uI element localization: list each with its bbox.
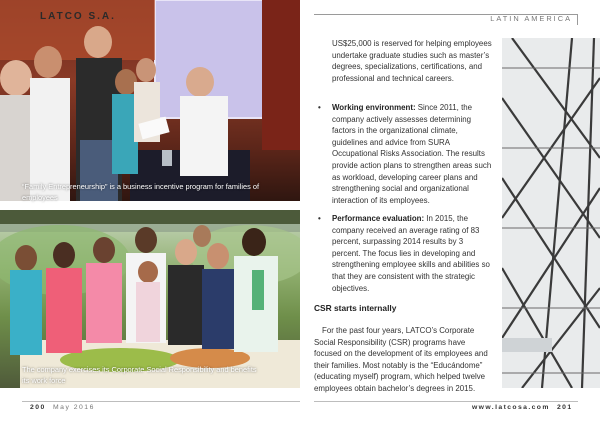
section-tag: LATIN AMERICA — [490, 14, 572, 23]
bullet-body: In 2015, the company received an average rating of 83 percent, surpassing 2014 results by 3 percent. The focus lies in developing and strengthening employee skills and abilities so that they are consistent with the strategic objectives. — [332, 214, 490, 293]
bullet-heading: Performance evaluation: — [332, 214, 425, 223]
bullet-dot: • — [318, 103, 321, 112]
bullet-text — [332, 102, 492, 206]
csr-heading: CSR starts internally — [314, 303, 397, 313]
steel-structure-photo — [502, 38, 600, 388]
group-photo — [0, 210, 300, 388]
bullet-body: Since 2011, the company actively assesses determining factors in the organizational climate, guidelines and advice from SURA Occupational Risks Association. The results provide action plans to strengthen areas such as workload, developing career plans and strengthening social and organizational interaction of its employees. — [332, 103, 492, 205]
steel-structure-illustration — [502, 38, 600, 388]
brand-name: LATCO S.A. — [40, 11, 116, 22]
photo-caption-top: “Family Entrepreneurship” is a business incentive program for families of employees — [22, 182, 260, 202]
bullet-heading: Working environment: — [332, 103, 416, 112]
website-link[interactable]: www.latcosa.com — [472, 404, 550, 411]
section-header-tick — [577, 14, 578, 25]
bullet-dot: • — [318, 214, 321, 223]
award-ceremony-illustration — [0, 0, 300, 201]
intro-paragraph: US$25,000 is reserved for helping employees undertake graduate studies such as master’s degrees, specializations, certifications, and professional and technical careers. — [332, 39, 492, 83]
csr-paragraph: For the past four years, LATCO’s Corporate Social Responsibility (CSR) programs have focused on the development of its employees and their families. Most notably is the “Educándome” (educating myself) program, which helped twelve employees obtain bachelor’s degrees in 2015. — [314, 326, 488, 393]
footer-rule-right — [314, 401, 578, 402]
bullet-text — [332, 213, 492, 294]
photo-caption-bottom: The company exercises its Corporate Social Responsibility and benefits its work force — [22, 365, 257, 385]
page-number-right: 201 — [557, 404, 573, 411]
group-photo-illustration — [0, 210, 300, 388]
page-number-left: 200 — [30, 404, 46, 411]
footer-rule-left — [22, 401, 300, 402]
award-ceremony-photo — [0, 0, 300, 201]
issue-date: May 2016 — [53, 404, 95, 411]
